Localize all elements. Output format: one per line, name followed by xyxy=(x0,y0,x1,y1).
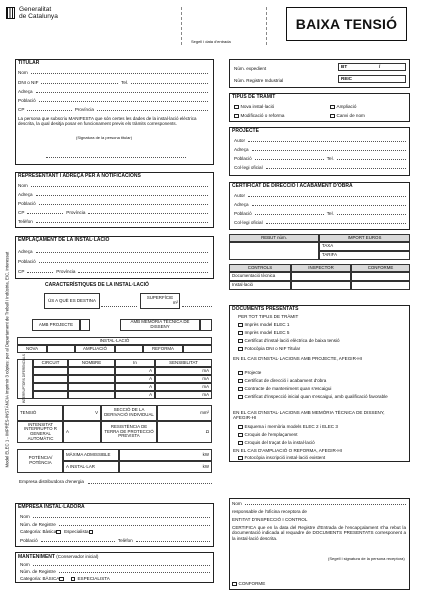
certificat-autor-row xyxy=(234,193,406,198)
interruptor-general-field[interactable]: A xyxy=(63,421,101,443)
empresa-telefon-label: Telèfon xyxy=(117,538,133,543)
maxima-label: MÀXIMA ADMISSIBLE xyxy=(63,449,119,461)
projecte-autor-field[interactable] xyxy=(248,138,406,142)
doc-inscripcio-label: Fotocòpia inscripció instal·lació existent xyxy=(244,455,326,460)
empresa-basica-label: Bàsica xyxy=(42,529,57,534)
amb-projecte-label: AMB PROJECTE xyxy=(32,319,80,331)
emplacament-poblacio-row xyxy=(18,259,208,264)
emplacament-adreca-field[interactable] xyxy=(36,249,208,253)
expedient-prefix: BT xyxy=(341,64,348,69)
documents-sub1: PER TOT TIPUS DE TRÀMIT xyxy=(238,314,299,319)
us-fill[interactable] xyxy=(101,306,137,307)
controls-header: CONTROLS xyxy=(229,264,291,272)
empresa-categoria-label: Categoria: xyxy=(20,529,42,534)
certificat-adreca-row xyxy=(234,202,406,207)
checkbox[interactable] xyxy=(238,433,243,438)
interruptor-row-2-nombre[interactable] xyxy=(68,375,115,383)
nova-checkbox[interactable] xyxy=(47,345,75,353)
projecte-section xyxy=(229,127,410,176)
representant-section xyxy=(15,172,214,228)
checkbox[interactable] xyxy=(330,105,335,110)
doc-contracte-label: Contracte de manteniment quan s'escaigui xyxy=(244,386,332,391)
responsable-text1: responsable de l'oficina receptora de xyxy=(232,509,307,514)
checkbox[interactable] xyxy=(238,331,243,336)
tensio-field[interactable]: V xyxy=(63,405,101,421)
certificat-header: CERTIFICAT DE DIRECCIÓ I ACABAMENT D'OBRA xyxy=(232,183,353,189)
registre-box[interactable]: REIC xyxy=(338,75,406,83)
representant-nom-field[interactable] xyxy=(31,183,208,187)
responsable-text3: CERTIFICA que en la data del Registre d'Entrada de l'encapçalament s'ha rebut la documentació indicada al requadre de DOCUMENTS PRESENTATS corresponent a la instal·lació descrita. xyxy=(232,525,406,541)
interruptor-row-3-circuit[interactable] xyxy=(33,383,68,391)
manteniment-registre-row xyxy=(20,569,210,574)
checkbox[interactable] xyxy=(234,105,239,110)
amb-projecte-checkbox[interactable] xyxy=(80,319,90,331)
doc-elec5-label: Imprès model ELEC 5 xyxy=(244,330,290,335)
interruptors-text: INTERRUPTORS DIFERENCIALS xyxy=(22,354,27,404)
representant-cp-row xyxy=(18,210,208,215)
emplacament-cp-row xyxy=(18,269,208,274)
empresa-poblacio-row xyxy=(20,538,210,543)
manteniment-especialista-checkbox[interactable] xyxy=(71,577,76,582)
representant-nom-row xyxy=(18,183,208,188)
resistencia-label: RESISTÈNCIA DE TERRA DE PROTECCIÓ PREVISTA xyxy=(101,421,157,443)
projecte-tel-field[interactable] xyxy=(337,156,406,160)
taxa-label: TAXA xyxy=(319,242,410,251)
empresa-poblacio-field[interactable] xyxy=(41,538,115,542)
checkbox[interactable] xyxy=(238,395,243,400)
projecte-adreca-field[interactable] xyxy=(252,147,406,151)
documents-sub3: EN EL CAS D'INSTAL·LACIONS AMB MEMÒRIA TÈCNICA DE DISSENY, AFEGIR-HI xyxy=(233,410,385,421)
certificat-tel-field[interactable] xyxy=(337,211,406,215)
manteniment-header: MANTENIMENT xyxy=(18,554,55,560)
manteniment-nom-field[interactable] xyxy=(33,562,210,566)
expedient-label: Núm. expedient xyxy=(234,66,267,71)
interruptor-row-1-nombre[interactable] xyxy=(68,367,115,375)
emplacament-poblacio-label: Població xyxy=(18,259,36,264)
inspector-installacio[interactable] xyxy=(291,281,351,290)
titular-adreca-field[interactable] xyxy=(36,89,208,93)
titular-poblacio-field[interactable] xyxy=(39,98,208,102)
doc-esquema[interactable] xyxy=(238,424,338,429)
interruptor-row-1-sens[interactable]: mA xyxy=(155,367,212,375)
interruptor-row-4-sens[interactable]: mA xyxy=(155,391,212,399)
ampliacio-label: AMPLIACIÓ xyxy=(75,345,115,353)
representant-cp-field[interactable] xyxy=(27,210,63,214)
checkbox[interactable] xyxy=(238,456,243,461)
empresa-nom-field[interactable] xyxy=(33,514,210,518)
manteniment-nom-label: Nom xyxy=(20,562,30,567)
manteniment-header-row xyxy=(18,554,98,561)
titular-signature-line[interactable] xyxy=(46,157,186,158)
projecte-header: PROJECTE xyxy=(232,128,259,134)
projecte-poblacio-label: Població xyxy=(234,156,252,161)
interruptor-row-2-in[interactable]: A xyxy=(115,375,155,383)
certificat-autor-label: Autor xyxy=(234,193,245,198)
responsable-conforme-label: CONFORME xyxy=(238,581,266,586)
titular-header: TITULAR xyxy=(18,60,40,66)
certificat-autor-field[interactable] xyxy=(248,193,406,197)
installacio-header: INSTAL·LACIÓ xyxy=(17,337,212,345)
doc-dni-label: Fotocòpia DNI o NIF Titular xyxy=(244,346,301,351)
certificat-section xyxy=(229,182,410,230)
titular-dni-field[interactable] xyxy=(41,80,118,84)
doc-inscripcio[interactable] xyxy=(238,455,325,460)
projecte-collegi-field[interactable] xyxy=(266,165,406,169)
emplacament-cp-label: CP xyxy=(18,269,25,274)
tramit-nova-label: Nova instal·lació xyxy=(240,104,275,109)
logo-text xyxy=(19,7,58,21)
tramit-header: TIPUS DE TRÀMIT xyxy=(232,94,276,100)
titular-poblacio-label: Població xyxy=(18,98,36,103)
doc-dni[interactable] xyxy=(238,346,300,351)
documents-sub4: EN EL CAS D'AMPLIACIÓ O REFORMA, AFEGIR-HI xyxy=(233,448,342,453)
generalitat-logo xyxy=(6,7,15,19)
doc-croquis-emplacament[interactable] xyxy=(238,432,297,437)
representant-adreca-field[interactable] xyxy=(36,192,208,196)
empresa-nom-row xyxy=(20,514,210,519)
potencia-label: POTÈNCIA/ POTÈNCIA xyxy=(17,449,63,473)
doc-contracte[interactable] xyxy=(238,386,331,391)
reforma-label: REFORMA xyxy=(143,345,183,353)
projecte-collegi-row xyxy=(234,165,406,170)
titular-signature-label: (Signatura de la persona titular) xyxy=(76,135,133,140)
titular-cp-field[interactable] xyxy=(27,107,71,111)
responsable-nom-field[interactable] xyxy=(245,501,406,505)
emplacament-provincia-field[interactable] xyxy=(78,269,208,273)
representant-telefon-row xyxy=(18,219,208,224)
tramit-canvi-label: Canvi de nom xyxy=(336,113,365,118)
representant-poblacio-row xyxy=(18,201,208,206)
certificat-poblacio-label: Població xyxy=(234,211,252,216)
empresa-distribuidora-label: Empresa distribuïdora d'energia xyxy=(19,479,84,484)
emplacament-header: EMPLAÇAMENT DE LA INSTAL·LACIÓ xyxy=(18,237,110,243)
emplacament-provincia-label: Província xyxy=(56,269,76,274)
checkbox[interactable] xyxy=(238,339,243,344)
responsable-text2: ENTITAT D'INSPECCIÓ I CONTROL xyxy=(232,517,308,522)
empresa-nom-label: Nom xyxy=(20,514,30,519)
responsable-nom-label: Nom xyxy=(232,501,242,506)
doc-inspeccio[interactable] xyxy=(238,394,398,399)
representant-provincia-label: Província xyxy=(66,210,86,215)
tramit-canvi-option[interactable] xyxy=(330,113,365,118)
checkbox[interactable] xyxy=(238,387,243,392)
empresa-registre-row xyxy=(20,522,210,527)
responsable-nom-row xyxy=(232,501,406,506)
checkbox[interactable] xyxy=(238,425,243,430)
manteniment-header-sub: (Conservador inicial) xyxy=(56,554,99,559)
titular-provincia-field[interactable] xyxy=(97,107,208,111)
interruptor-row-4-in[interactable]: A xyxy=(115,391,155,399)
interruptors-label xyxy=(17,354,33,404)
representant-cp-label: CP xyxy=(18,210,25,215)
superficie-label xyxy=(140,293,180,309)
interruptor-row-3-in[interactable]: A xyxy=(115,383,155,391)
emplacament-poblacio-field[interactable] xyxy=(39,259,208,263)
seccio-field[interactable]: mm² xyxy=(157,405,212,421)
tramit-modificacio-option[interactable] xyxy=(234,113,284,118)
form-title: BAIXA TENSIÓ xyxy=(286,7,407,41)
registre-label: Núm. Registre Industrial xyxy=(234,78,284,83)
certificat-collegi-field[interactable] xyxy=(266,220,406,224)
doc-certificat-direccio-label: Certificat de direcció i acabament d'obra xyxy=(244,378,327,383)
checkbox[interactable] xyxy=(234,114,239,119)
interruptor-row-4-nombre[interactable] xyxy=(68,391,115,399)
titular-dni-row xyxy=(18,80,208,85)
manteniment-categoria-label: Categoria: xyxy=(20,576,42,581)
interruptor-row-3-nombre[interactable] xyxy=(68,383,115,391)
checkbox[interactable] xyxy=(238,323,243,328)
emplacament-section xyxy=(15,236,214,279)
expedient-box[interactable] xyxy=(338,63,406,71)
interruptor-row-1-circuit[interactable] xyxy=(33,367,68,375)
ampliacio-checkbox[interactable] xyxy=(115,345,143,353)
titular-adreca-label: Adreça xyxy=(18,89,33,94)
interruptor-row-2-circuit[interactable] xyxy=(33,375,68,383)
emplacament-adreca-label: Adreça xyxy=(18,249,33,254)
documents-section xyxy=(229,305,410,462)
rebut-value[interactable] xyxy=(229,242,319,260)
doc-croquis-tracat-label: Croquis del traçat de la instal·lació xyxy=(244,440,315,445)
sensibilitat-header: SENSIBILITAT xyxy=(155,359,212,367)
responsable-signature-label: (Segell i signatura de la persona receptora) xyxy=(328,556,405,561)
reforma-checkbox[interactable] xyxy=(183,345,212,353)
titular-provincia-label: Província xyxy=(74,107,94,112)
empresa-telefon-field[interactable] xyxy=(136,538,210,542)
projecte-poblacio-field[interactable] xyxy=(255,156,324,160)
interruptor-row-2-sens[interactable]: mA xyxy=(155,375,212,383)
titular-cp-label: CP xyxy=(18,107,25,112)
m2-unit: m² xyxy=(172,300,178,305)
us-label: ÚS A QUÈ ES DESTINA xyxy=(44,293,100,309)
doc-projecte-label: Projecte xyxy=(244,370,262,375)
seccio-label: SECCIÓ DE LA DERIVACIÓ INDIVIDUAL xyxy=(101,405,157,421)
empresa-distribuidora-fill[interactable] xyxy=(88,483,212,484)
titular-section xyxy=(15,59,214,165)
representant-poblacio-field[interactable] xyxy=(39,201,208,205)
titular-nom-row xyxy=(18,70,208,75)
emplacament-adreca-row xyxy=(18,249,208,254)
amb-memoria-label: AMB MEMÒRIA TÈCNICA DE DISSENY xyxy=(120,319,200,331)
representant-adreca-label: Adreça xyxy=(18,192,33,197)
tramit-modificacio-label: Modificació o reforma xyxy=(240,113,285,118)
doc-croquis-tracat[interactable] xyxy=(238,440,315,445)
manteniment-section xyxy=(15,552,214,583)
responsable-section xyxy=(229,498,410,590)
certificat-collegi-row xyxy=(234,220,406,225)
expedient-section xyxy=(229,59,410,88)
nombre-header: NOMBRE xyxy=(68,359,115,367)
representant-telefon-label: Telèfon xyxy=(18,219,33,224)
doc-elec1-label: Imprès model ELEC 1 xyxy=(244,322,290,327)
representant-provincia-field[interactable] xyxy=(88,210,208,214)
checkbox[interactable] xyxy=(238,371,243,376)
expedient-slash: / xyxy=(379,64,381,69)
titular-statement: La persona que subscriu MANIFESTA que són certes les dades de la instal·lació elèctrica descrita, la qual desitja posar en funcionament previs els tràmits corresponents. xyxy=(18,116,197,127)
tarifa-label: TARIFA xyxy=(319,251,410,260)
titular-nom-field[interactable] xyxy=(31,70,208,74)
logo-line2: de Catalunya xyxy=(19,12,58,20)
documents-sub2: EN EL CAS D'INSTAL·LACIONS AMB PROJECTE, AFEGIR-HI xyxy=(233,356,363,361)
empresa-especialista-checkbox[interactable] xyxy=(89,530,94,535)
checkbox[interactable] xyxy=(232,582,237,587)
conforme-documentacio[interactable] xyxy=(351,272,410,281)
certificat-tel-label: Tel. xyxy=(326,211,334,216)
stamp-label: Segell i data d'entrada xyxy=(191,39,231,44)
doc-inspeccio-label: Certificat d'inspecció inicial quan s'escaigui, amb qualificació favorable xyxy=(244,394,388,399)
emplacament-cp-field[interactable] xyxy=(27,269,53,273)
nova-label: NOVA xyxy=(17,345,47,353)
import-header: IMPORT EUROS xyxy=(319,234,410,242)
inspector-documentacio[interactable] xyxy=(291,272,351,281)
empresa-registre-label: Núm. de Registre xyxy=(20,522,56,527)
manteniment-registre-field[interactable] xyxy=(59,569,210,573)
control-documentacio: Documentació tècnica xyxy=(229,272,291,281)
responsable-conforme[interactable] xyxy=(232,581,265,586)
inspector-header: INSPECTOR xyxy=(291,264,351,272)
doc-croquis-emplacament-label: Croquis de l'emplaçament xyxy=(244,432,298,437)
amb-memoria-checkbox[interactable] xyxy=(200,319,212,331)
empresa-especialista-label: Especialista xyxy=(64,529,89,534)
doc-esquema-label: Esquema i memòria models ELEC 2 i ELEC 3 xyxy=(244,424,338,429)
conforme-header: CONFORME xyxy=(351,264,410,272)
resistencia-field[interactable]: Ω xyxy=(157,421,212,443)
manteniment-nom-row xyxy=(20,562,210,567)
certificat-poblacio-row xyxy=(234,211,406,216)
maxima-field[interactable]: kW xyxy=(119,449,212,461)
representant-telefon-field[interactable] xyxy=(36,219,208,223)
certificat-adreca-field[interactable] xyxy=(252,202,406,206)
instalar-field[interactable]: kW xyxy=(119,461,212,473)
titular-nom-label: Nom xyxy=(18,70,28,75)
titular-dni-label: DNI o NIF xyxy=(18,80,39,85)
tramit-ampliacio-label: Ampliació xyxy=(336,104,357,109)
manteniment-basica-label: BÀSICA xyxy=(42,576,60,581)
titular-poblacio-row xyxy=(18,98,208,103)
circuit-header: CIRCUIT xyxy=(33,359,68,367)
titular-tel-label: Tel. xyxy=(121,80,129,85)
projecte-autor-row xyxy=(234,138,406,143)
empresa-installadora-section xyxy=(15,503,214,547)
caract-header: CARACTERÍSTIQUES DE LA INSTAL·LACIÓ xyxy=(45,282,149,288)
projecte-adreca-row xyxy=(234,147,406,152)
titular-cp-row xyxy=(18,107,208,112)
representant-nom-label: Nom xyxy=(18,183,28,188)
interruptor-row-3-sens[interactable]: mA xyxy=(155,383,212,391)
interruptor-row-4-circuit[interactable] xyxy=(33,391,68,399)
certificat-adreca-label: Adreça xyxy=(234,202,249,207)
tramit-nova-option[interactable] xyxy=(234,104,274,109)
certificat-poblacio-field[interactable] xyxy=(255,211,324,215)
empresa-registre-field[interactable] xyxy=(59,522,210,526)
doc-elec5[interactable] xyxy=(238,330,289,335)
conforme-installacio[interactable] xyxy=(351,281,410,290)
certificat-collegi-label: Col·legi oficial xyxy=(234,220,263,225)
superficie-text: SUPERFÍCIE xyxy=(146,295,174,301)
projecte-collegi-label: Col·legi oficial xyxy=(234,165,263,170)
projecte-autor-label: Autor xyxy=(234,138,245,143)
manteniment-basica-checkbox[interactable] xyxy=(59,577,64,582)
doc-certificat-bt[interactable] xyxy=(238,338,340,343)
doc-projecte[interactable] xyxy=(238,370,261,375)
logo-line1: Generalitat xyxy=(19,6,52,13)
manteniment-categoria-row xyxy=(20,576,110,581)
representant-header: REPRESENTANT I ADREÇA PER A NOTIFICACIONS xyxy=(18,173,141,179)
titular-adreca-row xyxy=(18,89,208,94)
empresa-installadora-header: EMPRESA INSTAL·LADORA xyxy=(18,504,85,510)
doc-certificat-bt-label: Certificat d'instal·lació elèctrica de baixa tensió xyxy=(244,338,340,343)
empresa-basica-checkbox[interactable] xyxy=(56,530,61,535)
rebut-header: REBUT núm. xyxy=(229,234,319,242)
representant-poblacio-label: Població xyxy=(18,201,36,206)
control-installacio: Instal·lació xyxy=(229,281,291,290)
projecte-tel-label: Tel. xyxy=(326,156,334,161)
interruptor-general-label: INTENSITAT INTERRUPTO R GENERAL AUTOMÀTIC xyxy=(17,421,63,443)
interruptor-row-1-in[interactable]: A xyxy=(115,367,155,375)
superficie-fill[interactable] xyxy=(182,306,212,307)
in-header: In xyxy=(115,359,155,367)
tramit-ampliacio-option[interactable] xyxy=(330,104,356,109)
manteniment-registre-label: Núm. de Registre xyxy=(20,569,56,574)
tramit-section xyxy=(229,93,410,122)
representant-adreca-row xyxy=(18,192,208,197)
projecte-poblacio-row xyxy=(234,156,406,161)
checkbox[interactable] xyxy=(238,347,243,352)
checkbox[interactable] xyxy=(238,379,243,384)
side-note: Model ELEC 1 - IMPRÈS-INSTÀNCIA Imprimir 3 còpies: per al Departament de Treball i Indústria, EIC, interessat xyxy=(4,251,10,468)
documents-header: DOCUMENTS PRESENTATS xyxy=(232,306,299,312)
doc-certificat-direccio[interactable] xyxy=(238,378,326,383)
tensio-label: TENSIÓ xyxy=(17,405,63,421)
projecte-adreca-label: Adreça xyxy=(234,147,249,152)
manteniment-especialista-label: ESPECIALISTA xyxy=(77,576,110,581)
checkbox[interactable] xyxy=(238,441,243,446)
doc-elec1[interactable] xyxy=(238,322,289,327)
empresa-categoria-row xyxy=(20,529,95,534)
instalar-label: A INSTAL·LAR xyxy=(63,461,119,473)
titular-tel-field[interactable] xyxy=(131,80,208,84)
checkbox[interactable] xyxy=(330,114,335,119)
empresa-poblacio-label: Població xyxy=(20,538,38,543)
